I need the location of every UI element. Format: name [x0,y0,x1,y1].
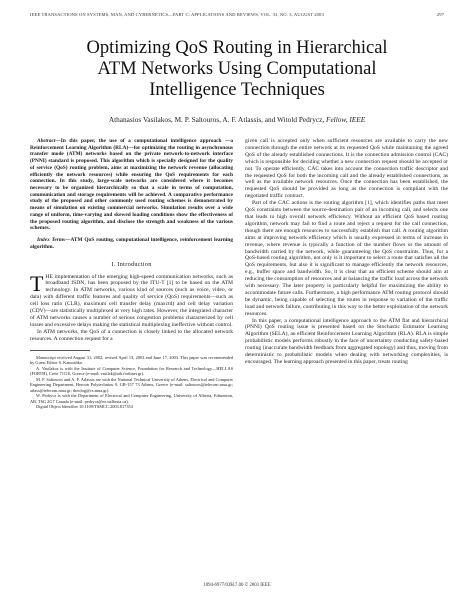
intro-paragraph-2: In ATM networks, the QoS of a connection is closely linked to the allocated network resources. A connection request for a [30,328,233,342]
left-column [30,138,233,410]
issn-footer: 1094-6977/03$17.00 © 2003 IEEE [203,583,271,588]
footnote-manuscript: Manuscript received August 31, 2002; revised April 13, 2003 and June 17, 2003. This paper was recommended by Guest Editor S. Kamoshko. [30,354,233,366]
index-terms [30,237,233,250]
body-paragraph-1: given call is accepted only when sufficient resources are available to carry the new connection through the entire network at its requested QoS while maintaining the agreed QoS of the already established connections. It is the connection admission control (CAC) which is responsible for deciding whether a new connection request should be accepted or not. To operate efficiently, CAC takes into account the connection traffic descriptor and the requested QoS for both the incoming call and the already established connections, as well as the available network resources. Once the connection has been established, the requested QoS should be provided as long as the connection is compliant with the negotiated traffic contract. [245,138,448,200]
author-fellow: Fellow, IEEE [325,115,366,124]
index-terms-text: ATM QoS routing, computational intelligence, reinforcement learning algorithm. [30,237,233,250]
footnote-doi: Digital Object Identifier 10.1109/TSMCC.2003.817354 [36,404,133,410]
page-number: 297 [436,12,444,17]
journal-header: IEEE TRANSACTIONS ON SYSTEMS, MAN, AND CYBERNETICS—PART C: APPLICATIONS AND REVIEWS, VOL. 33, NO. 3, AUGUST 2003 [30,12,324,17]
title-line-2: ATM Networks Using Computational [97,59,377,79]
title-line-3: Intelligence Techniques [149,80,325,100]
author-list [40,115,434,124]
right-column [245,138,448,366]
footnote-pedrycz: W. Pedrycz is with the Department of Electrical and Computer Engineering, University of Alberta, Edmonton, AB, T6G 2G7 Canada (e-mail: pedrycz@ee.ualberta.ca). [30,393,233,404]
section-heading: I. Introduction [111,260,152,268]
intro-paragraph-1 [30,270,233,329]
intro-text-1: HE implementation of the emerging high-speed communication networks, such as broadband ISDN, has been proposed by the ITU-T [1] to be based on the ATM technology. In ATM networks, various kind of sources (such as voice, video, or data) with different traffic features and quality of service (QoS) requirements—such as cell loss ratio (CLR), maximum cell transfer delay (maxctd) and cell delay variation (CDV)—are statistically multiplexed at very high rates. However, the integrated character of ATM networks causes a number of serious congestion problems characterized by cell losses and excessive delays making the statistical multiplexing ineffective without control. [30,273,233,328]
body-paragraph-2: Part of the CAC actions is the routing algorithm [1], which identifies paths that meet QoS constraints between the source-destination pair of an incoming call, and selects one that leads to high overall network efficiency. Without an efficient QoS based routing algorithm, network may fail to find a route and reject a request for the call connection, though there are enough resources to successfully establish that call. A routing algorithm aims at improving network efficiency which is usually expressed in terms of increase in revenue, where revenue is typically a function of the number flows or the amount of bandwidth carried by the network, while guaranteeing the QoS constraints. Thus, for a QoS-based routing algorithm, not only is it important to select a route that satisfies all the QoS requirements, but also it is significant to manage efficiently the network resources, e.g., buffer space and bandwidth. So, it is clear that an efficient scheme should aim at reducing the consumption of resources and at balancing the traffic load across the network with necessary. The later property is particularly helpful for maximizing the ability to accommodate future calls. Furthermore, a high performance ATM routing protocol should be dynamic, being capable of selecting the routes in response to variation of the traffic load and network failure, contributing in this way to the better exploitation of the network resources. [245,200,448,317]
author-names: Athanasios Vasilakos, M. P. Saltouros, A. F. Atlassis, and Witold Pedrycz, [108,115,325,124]
footnote-rule [30,350,90,351]
paper-title [40,38,434,101]
abstract-text: In this paper, the use of a computational intelligence approach —a Reinforcement Learning Algorithm (RLA)—for optimizing the routing in asynchronous transfer mode (ATM) networks based on the private network-to-network interface (PNNI) standard is proposed. This algorithm which is specially designed for the quality of service (QoS) routing problem, aims at maximizing the network revenue (allocating efficiently the network resources) while ensuring the QoS requirements for each connection. In this study, large-scale networks are considered where it becomes necessary to be organized hierarchically so that a scale in terms of computation, communication and storage requirements will be achieved. A comparative performance study of the proposed and other commonly used routing schemes is demonstrated by means of simulation on existing commercial networks. Simulation results over a wide range of uniform, time-varying and skewed loading conditions show the effectiveness of the proposed routing algorithm, and disclose the strength and weakness of the various schemes. [30,138,233,232]
body-paragraph-3: In this paper, a computational intelligence approach to the ATM flat and hierarchical (PNNI) QoS routing issue is presented based on the Stochastic Estimator Learning Algorithm (SELA), an efficient Reinforcement Learning Algorithm (RLA). RLA is simple probabilistic models performs robustly in the face of uncertainty conducting safety-based routing (inaccurate bandwidth feedback from aggregated topology) and thus, moving from deterministic to probabilistic models when dealing with networking complexities, is encouraged. The learning approach presented in this paper, treats routing [245,317,448,365]
title-line-1: Optimizing QoS Routing in Hierarchical [86,38,388,58]
running-head [30,12,444,17]
index-terms-label: Index Terms— [37,237,71,244]
abstract-label: Abstract— [37,138,61,144]
abstract [30,138,233,232]
footnote-saltouros: M. P. Saltouros and A. F. Atlassis are with the National Technical University of Athens, Electrical and Computer Engineering Department, Heroon Polytechniou 9, GR-157 73 Athens, Greece (e-mail: saltouros@telecom.ntua.gr; atlass@telecom.ntua.gr; theolog@cs.ntua.gr). [30,376,233,393]
footnote-vasilakos: A. Vasilakos is with the Institute of Computer Science, Foundation for Research and Technology—HELLAS (FORTH), Crete 71110, Greece (e-mail: vasilak@ath.forthnet.gr). [30,365,233,377]
drop-cap: T [30,270,44,296]
